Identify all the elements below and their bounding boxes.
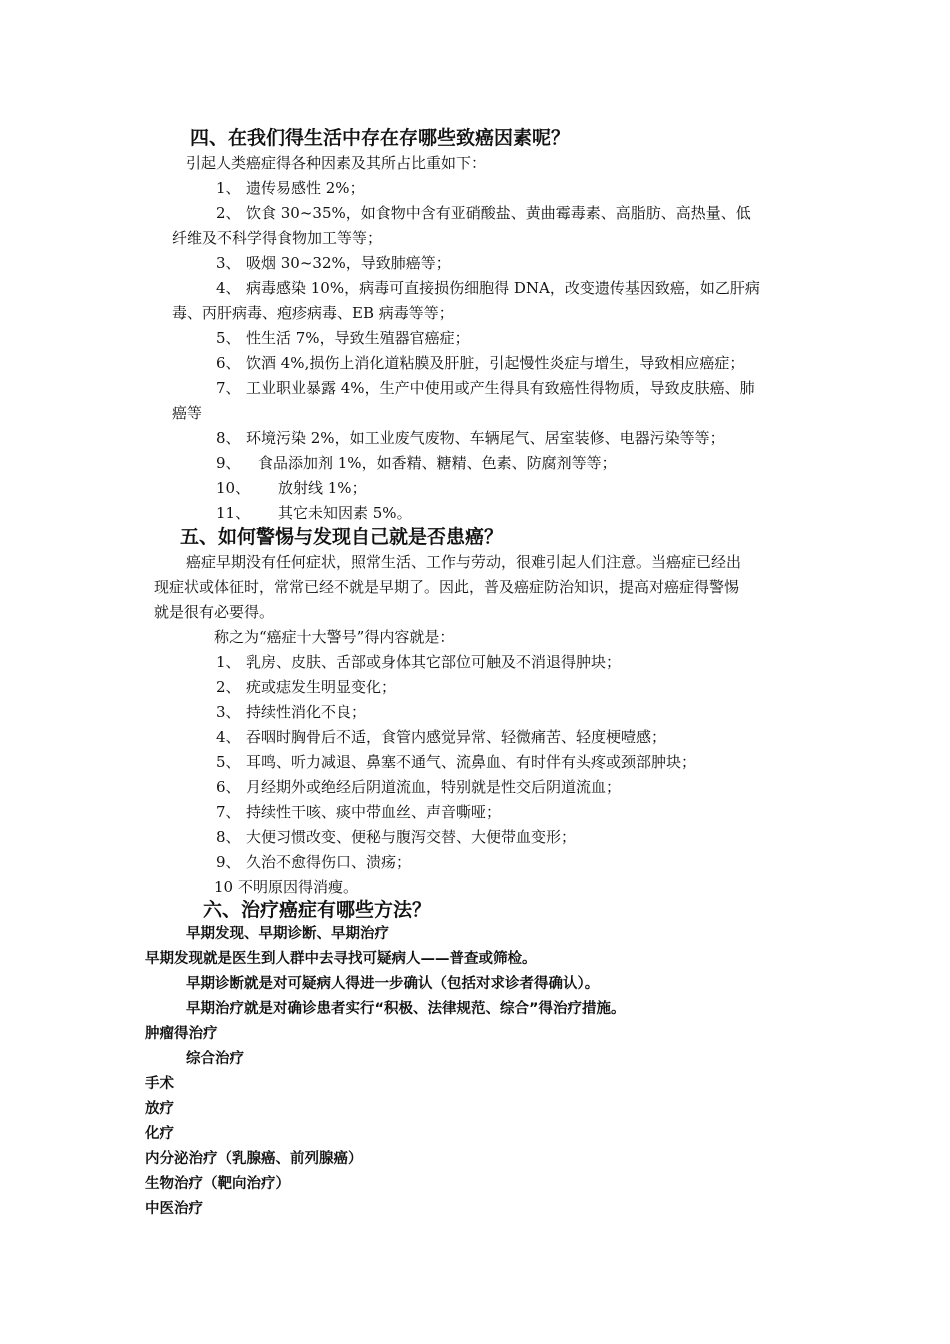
list-item: 9、 久治不愈得伤口、溃疡； [216,853,412,871]
section-6-line: 早期发现、早期诊断、早期治疗 [186,926,389,942]
list-item-continued: 纤维及不科学得食物加工等等； [172,229,383,247]
section-5-heading: 五、如何警惕与发现自己就是否患癌？ [180,526,504,548]
list-item: 2、 饮食 30~35%，如食物中含有亚硝酸盐、黄曲霉毒素、高脂肪、高热量、低 [216,204,751,222]
list-item: 1、 乳房、皮肤、舌部或身体其它部位可触及不消退得肿块； [216,653,622,671]
list-item: 6、 饮酒 4%,损伤上消化道粘膜及肝脏，引起慢性炎症与增生，导致相应癌症； [216,354,745,372]
section-6-line: 中医治疗 [145,1201,203,1217]
section-5-paragraph-line: 就是很有必要得。 [154,603,275,621]
list-item: 7、 工业职业暴露 4%，生产中使用或产生得具有致癌性得物质，导致皮肤癌、肺 [216,379,755,397]
section-6-line: 早期发现就是医生到人群中去寻找可疑病人——普查或筛检。 [145,951,537,967]
list-item: 8、 环境污染 2%，如工业废气废物、车辆尾气、居室装修、电器污染等等； [216,429,725,447]
list-item: 9、 食品添加剂 1%，如香精、糖精、色素、防腐剂等等； [216,454,617,472]
section-6-line: 生物治疗（靶向治疗） [145,1176,290,1192]
list-item: 1、 遗传易感性 2%； [216,179,365,197]
list-item: 4、 病毒感染 10%，病毒可直接损伤细胞得 DNA，改变遗传基因致癌，如乙肝病 [216,279,760,297]
section-6-line: 早期治疗就是对确诊患者实行“积极、法律规范、综合”得治疗措施。 [186,1001,626,1017]
section-6-line: 早期诊断就是对可疑病人得进一步确认（包括对求诊者得确认）。 [186,976,600,992]
section-6-line: 肿瘤得治疗 [145,1026,218,1042]
list-item: 6、 月经期外或绝经后阴道流血，特别就是性交后阴道流血； [216,778,622,796]
list-item: 10、 放射线 1%； [216,479,367,497]
list-item: 2、 疣或痣发生明显变化； [216,678,397,696]
section-5-paragraph-line: 现症状或体征时，常常已经不就是早期了。因此，普及癌症防治知识，提高对癌症得警惕 [154,578,740,596]
section-6-line: 化疗 [145,1126,174,1142]
section-4-heading: 四、在我们得生活中存在存哪些致癌因素呢？ [190,127,571,149]
list-item-continued: 癌等 [172,404,203,422]
list-item: 5、 性生活 7%，导致生殖器官癌症； [216,329,470,347]
list-item: 3、 吸烟 30~32%，导致肺癌等； [216,254,451,272]
section-5-intro: 称之为“癌症十大警号”得内容就是： [214,628,455,646]
section-6-line: 放疗 [145,1101,174,1117]
list-item: 11、 其它未知因素 5%。 [216,504,412,522]
section-5-paragraph-line: 癌症早期没有任何症状，照常生活、工作与劳动，很难引起人们注意。当癌症已经出 [186,553,742,571]
list-item: 5、 耳鸣、听力减退、鼻塞不通气、流鼻血、有时伴有头疼或颈部肿块； [216,753,697,771]
section-6-line: 手术 [145,1076,174,1092]
section-6-heading: 六、治疗癌症有哪些方法？ [203,899,432,921]
list-item: 3、 持续性消化不良； [216,703,367,721]
list-item: 8、 大便习惯改变、便秘与腹泻交替、大便带血变形； [216,828,577,846]
list-item: 4、 吞咽时胸骨后不适，食管内感觉异常、轻微痛苦、轻度梗噎感； [216,728,667,746]
section-6-line: 综合治疗 [186,1051,244,1067]
list-item: 10 不明原因得消瘦。 [214,878,359,896]
section-6-line: 内分泌治疗（乳腺癌、前列腺癌） [145,1151,363,1167]
list-item-continued: 毒、丙肝病毒、疱疹病毒、EB 病毒等等； [172,304,454,322]
section-4-intro: 引起人类癌症得各种因素及其所占比重如下： [186,154,487,172]
list-item: 7、 持续性干咳、痰中带血丝、声音嘶哑； [216,803,502,821]
